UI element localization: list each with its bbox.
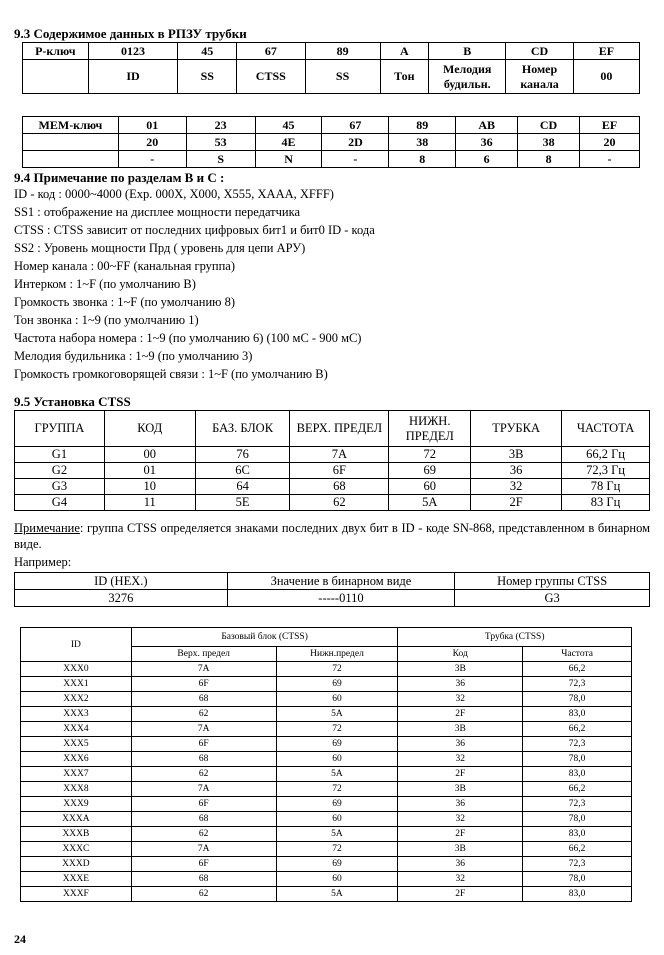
- id-table-cell: 60: [276, 872, 398, 887]
- p-key-cell: A: [380, 43, 428, 60]
- id-table-cell: 32: [398, 692, 523, 707]
- page-number: 24: [14, 932, 26, 946]
- id-table-cell: 83,0: [523, 767, 632, 782]
- table-row: [21, 872, 632, 887]
- mem-hex-cell: 38: [518, 134, 580, 151]
- mem-key-char-row: [23, 151, 640, 168]
- mem-key-cell: CD: [518, 117, 580, 134]
- id-table-cell: XXXD: [21, 857, 132, 872]
- note-line: Частота набора номера : 1~9 (по умолчанию 6) (100 мС - 900 мС): [14, 331, 362, 345]
- id-table-cell: 2F: [398, 827, 523, 842]
- id-table-cell: 62: [131, 827, 276, 842]
- mem-hex-cell: 38: [389, 134, 456, 151]
- mem-char-cell: 8: [518, 151, 580, 168]
- id-table-cell: XXX7: [21, 767, 132, 782]
- table-row: [21, 737, 632, 752]
- ctss-row: [15, 495, 650, 511]
- ctss-cell: 78 Гц: [562, 479, 650, 495]
- table-row: [21, 812, 632, 827]
- id-table-cell: 66,2: [523, 662, 632, 677]
- ctss-cell: 00: [104, 447, 195, 463]
- id-table-cell: 60: [276, 752, 398, 767]
- id-table-cell: 78,0: [523, 872, 632, 887]
- id-table-cell: 2F: [398, 767, 523, 782]
- id-table-cell: 6F: [131, 797, 276, 812]
- example-header-cell: ID (HEX.): [15, 573, 228, 590]
- table-row: [21, 827, 632, 842]
- note-line: SS1 : отображение на дисплее мощности передатчика: [14, 205, 301, 219]
- ctss-cell: 5E: [195, 495, 290, 511]
- id-table-cell: 69: [276, 857, 398, 872]
- ctss-cell: 36: [471, 463, 562, 479]
- id-ctss-table: [20, 627, 632, 902]
- ctss-cell: 7A: [290, 447, 389, 463]
- p-key-value-cell: CTSS: [237, 60, 305, 94]
- id-table-cell: 72: [276, 662, 398, 677]
- id-table-cell: 68: [131, 812, 276, 827]
- id-table-cell: 83,0: [523, 827, 632, 842]
- id-table-cell: XXX9: [21, 797, 132, 812]
- example-label: Например:: [14, 555, 72, 569]
- mem-hex-cell: 36: [456, 134, 518, 151]
- mem-char-cell: -: [322, 151, 389, 168]
- ctss-cell: 6F: [290, 463, 389, 479]
- id-table-cell: 72,3: [523, 797, 632, 812]
- ctss-header-cell: ВЕРХ. ПРЕДЕЛ: [290, 411, 389, 447]
- id-table-cell: 2F: [398, 707, 523, 722]
- ctss-cell: 6C: [195, 463, 290, 479]
- table-row: [21, 662, 632, 677]
- ctss-cell: G2: [15, 463, 105, 479]
- p-key-value-cell: 00: [573, 60, 639, 94]
- ctss-cell: 62: [290, 495, 389, 511]
- base-ctss-header: Базовый блок (CTSS): [131, 628, 398, 647]
- p-key-cell: EF: [573, 43, 639, 60]
- ctss-cell: 32: [471, 479, 562, 495]
- mem-key-cell: 67: [322, 117, 389, 134]
- section-9-3-title: 9.3 Содержимое данных в РПЗУ трубки: [14, 26, 247, 41]
- ctss-cell: 01: [104, 463, 195, 479]
- ctss-cell: 2F: [471, 495, 562, 511]
- mem-char-cell: -: [580, 151, 640, 168]
- id-table-cell: 5A: [276, 707, 398, 722]
- id-table-cell: 7A: [131, 842, 276, 857]
- p-key-header-row: [23, 43, 640, 60]
- id-table-cell: 72: [276, 842, 398, 857]
- id-table-cell: 69: [276, 797, 398, 812]
- ctss-row: [15, 447, 650, 463]
- id-table-cell: 68: [131, 872, 276, 887]
- code-header: Код: [398, 647, 523, 662]
- table-row: [21, 797, 632, 812]
- id-table-cell: 68: [131, 692, 276, 707]
- note-text: : группа CTSS определяется знаками последних двух бит в ID - коде SN-868, представленном в бинарном виде.: [14, 521, 650, 551]
- id-table-cell: XXXE: [21, 872, 132, 887]
- id-table-cell: XXXC: [21, 842, 132, 857]
- mem-char-cell: N: [255, 151, 322, 168]
- table-row: [21, 677, 632, 692]
- example-cell: G3: [455, 590, 650, 607]
- id-table-cell: 78,0: [523, 812, 632, 827]
- ctss-header-row: [15, 411, 650, 447]
- mem-key-cell: AB: [456, 117, 518, 134]
- id-table-cell: XXX4: [21, 722, 132, 737]
- id-table-cell: 66,2: [523, 782, 632, 797]
- id-table-cell: 62: [131, 707, 276, 722]
- p-key-value-cell: ID: [88, 60, 178, 94]
- id-table-cell: 36: [398, 737, 523, 752]
- p-key-table: [22, 42, 640, 94]
- table-row: [21, 692, 632, 707]
- note-line: Интерком : 1~F (по умолчанию B): [14, 277, 196, 291]
- id-table-cell: 60: [276, 812, 398, 827]
- ctss-header-cell: КОД: [104, 411, 195, 447]
- mem-key-cell: 89: [389, 117, 456, 134]
- id-table-cell: 78,0: [523, 692, 632, 707]
- p-key-cell: 45: [178, 43, 237, 60]
- example-header-cell: Номер группы CTSS: [455, 573, 650, 590]
- id-table-cell: 32: [398, 872, 523, 887]
- id-table-cell: 68: [131, 752, 276, 767]
- id-table-cell: 36: [398, 857, 523, 872]
- id-table-cell: 7A: [131, 722, 276, 737]
- mem-hex-cell: 4E: [255, 134, 322, 151]
- id-table-cell: 69: [276, 737, 398, 752]
- ctss-cell: 68: [290, 479, 389, 495]
- ctss-cell: 64: [195, 479, 290, 495]
- id-table-cell: XXX1: [21, 677, 132, 692]
- note-label: Примечание: [14, 521, 80, 535]
- id-table-cell: 5A: [276, 767, 398, 782]
- table-row: [21, 707, 632, 722]
- ctss-cell: 10: [104, 479, 195, 495]
- id-table-cell: XXXB: [21, 827, 132, 842]
- mem-key-cell: 45: [255, 117, 322, 134]
- upper-limit-header: Верх. предел: [131, 647, 276, 662]
- mem-key-cell: МЕМ-ключ: [23, 117, 119, 134]
- mem-hex-cell: 53: [186, 134, 255, 151]
- mem-hex-cell: 20: [118, 134, 186, 151]
- id-table-cell: 66,2: [523, 722, 632, 737]
- section-9-4-title: 9.4 Примечание по разделам B и C :: [14, 170, 225, 185]
- table-row: [21, 767, 632, 782]
- ctss-header-cell: ТРУБКА: [471, 411, 562, 447]
- ctss-group-table: [14, 410, 650, 511]
- p-key-cell: 0123: [88, 43, 178, 60]
- id-table-cell: 3B: [398, 782, 523, 797]
- mem-key-cell: 23: [186, 117, 255, 134]
- id-table-cell: XXXF: [21, 887, 132, 902]
- id-table-cell: 6F: [131, 737, 276, 752]
- ctss-cell: 69: [389, 463, 471, 479]
- p-key-cell: CD: [506, 43, 573, 60]
- id-table-cell: XXX6: [21, 752, 132, 767]
- example-cell: 3276: [15, 590, 228, 607]
- id-table-cell: XXX5: [21, 737, 132, 752]
- id-table-cell: 6F: [131, 677, 276, 692]
- id-header: ID: [21, 628, 132, 662]
- id-table-cell: 36: [398, 677, 523, 692]
- p-key-value-cell: SS: [305, 60, 380, 94]
- id-table-cell: 78,0: [523, 752, 632, 767]
- p-key-cell: Р-ключ: [23, 43, 89, 60]
- table-row: [21, 887, 632, 902]
- handset-ctss-header: Трубка (CTSS): [398, 628, 632, 647]
- ctss-header-cell: БАЗ. БЛОК: [195, 411, 290, 447]
- note-line: Громкость звонка : 1~F (по умолчанию 8): [14, 295, 236, 309]
- ctss-header-cell: НИЖН. ПРЕДЕЛ: [389, 411, 471, 447]
- mem-key-hex-row: [23, 134, 640, 151]
- mem-hex-cell: 2D: [322, 134, 389, 151]
- id-table-cell: 72,3: [523, 737, 632, 752]
- id-table-cell: 60: [276, 692, 398, 707]
- id-table-cell: 83,0: [523, 887, 632, 902]
- mem-char-cell: [23, 151, 119, 168]
- frequency-header: Частота: [523, 647, 632, 662]
- ctss-row: [15, 463, 650, 479]
- id-table-cell: 3B: [398, 722, 523, 737]
- mem-hex-cell: 20: [580, 134, 640, 151]
- table-row: [21, 752, 632, 767]
- p-key-cell: B: [429, 43, 506, 60]
- p-key-value-cell: Мелодия будильн.: [429, 60, 506, 94]
- id-table-cell: 62: [131, 767, 276, 782]
- lower-limit-header: Нижн.предел: [276, 647, 398, 662]
- ctss-cell: G3: [15, 479, 105, 495]
- id-table-header-row: [21, 628, 632, 647]
- example-data-row: [15, 590, 650, 607]
- p-key-value-cell: SS: [178, 60, 237, 94]
- id-table-cell: 69: [276, 677, 398, 692]
- id-table-cell: 72,3: [523, 857, 632, 872]
- mem-key-cell: 01: [118, 117, 186, 134]
- id-table-cell: XXX0: [21, 662, 132, 677]
- ctss-cell: 76: [195, 447, 290, 463]
- id-table-cell: 7A: [131, 782, 276, 797]
- table-row: [21, 842, 632, 857]
- id-table-cell: 72: [276, 782, 398, 797]
- note-line: Мелодия будильника : 1~9 (по умолчанию 3): [14, 349, 253, 363]
- id-table-cell: 72,3: [523, 677, 632, 692]
- p-key-value-cell: Номер канала: [506, 60, 573, 94]
- section-9-5-title: 9.5 Установка CTSS: [14, 394, 131, 409]
- mem-char-cell: 6: [456, 151, 518, 168]
- table-row: [21, 857, 632, 872]
- id-table-cell: XXX8: [21, 782, 132, 797]
- note-line: ID - код : 0000~4000 (Exp. 000X, X000, X555, XAAA, XFFF): [14, 187, 334, 201]
- p-key-cell: 89: [305, 43, 380, 60]
- mem-char-cell: -: [118, 151, 186, 168]
- id-table-cell: 32: [398, 812, 523, 827]
- ctss-cell: 11: [104, 495, 195, 511]
- note-line: Номер канала : 00~FF (канальная группа): [14, 259, 235, 273]
- p-key-cell: 67: [237, 43, 305, 60]
- id-table-cell: 83,0: [523, 707, 632, 722]
- table-row: [21, 722, 632, 737]
- mem-key-table: [22, 116, 640, 168]
- id-table-cell: 66,2: [523, 842, 632, 857]
- p-key-value-cell: Тон: [380, 60, 428, 94]
- id-table-cell: 7A: [131, 662, 276, 677]
- id-table-cell: XXXA: [21, 812, 132, 827]
- mem-char-cell: S: [186, 151, 255, 168]
- ctss-cell: 72,3 Гц: [562, 463, 650, 479]
- id-table-cell: 62: [131, 887, 276, 902]
- id-table-cell: 36: [398, 797, 523, 812]
- p-key-content-row: [23, 60, 640, 94]
- id-table-cell: 72: [276, 722, 398, 737]
- note-line: CTSS : CTSS зависит от последних цифровых бит1 и бит0 ID - кода: [14, 223, 375, 237]
- ctss-note: [14, 520, 650, 552]
- example-cell: -----0110: [227, 590, 455, 607]
- id-table-cell: 5A: [276, 887, 398, 902]
- mem-key-header-row: [23, 117, 640, 134]
- example-header-cell: Значение в бинарном виде: [227, 573, 455, 590]
- id-table-cell: 2F: [398, 887, 523, 902]
- ctss-cell: 3B: [471, 447, 562, 463]
- ctss-cell: G1: [15, 447, 105, 463]
- ctss-cell: 66,2 Гц: [562, 447, 650, 463]
- id-table-cell: 3B: [398, 842, 523, 857]
- ctss-cell: 83 Гц: [562, 495, 650, 511]
- p-key-value-cell: [23, 60, 89, 94]
- id-table-cell: 3B: [398, 662, 523, 677]
- note-line: Громкость громкоговорящей связи : 1~F (по умолчанию B): [14, 367, 328, 381]
- ctss-cell: G4: [15, 495, 105, 511]
- mem-key-cell: EF: [580, 117, 640, 134]
- note-line: Тон звонка : 1~9 (по умолчанию 1): [14, 313, 199, 327]
- id-table-cell: 5A: [276, 827, 398, 842]
- ctss-header-cell: ЧАСТОТА: [562, 411, 650, 447]
- ctss-cell: 72: [389, 447, 471, 463]
- id-table-cell: XXX3: [21, 707, 132, 722]
- note-line: SS2 : Уровень мощности Прд ( уровень для цепи АРУ): [14, 241, 306, 255]
- ctss-header-cell: ГРУППА: [15, 411, 105, 447]
- example-table: [14, 572, 650, 607]
- table-row: [21, 782, 632, 797]
- id-table-cell: 32: [398, 752, 523, 767]
- ctss-cell: 5A: [389, 495, 471, 511]
- mem-char-cell: 8: [389, 151, 456, 168]
- ctss-cell: 60: [389, 479, 471, 495]
- example-header-row: [15, 573, 650, 590]
- id-table-cell: XXX2: [21, 692, 132, 707]
- ctss-row: [15, 479, 650, 495]
- id-table-cell: 6F: [131, 857, 276, 872]
- mem-hex-cell: [23, 134, 119, 151]
